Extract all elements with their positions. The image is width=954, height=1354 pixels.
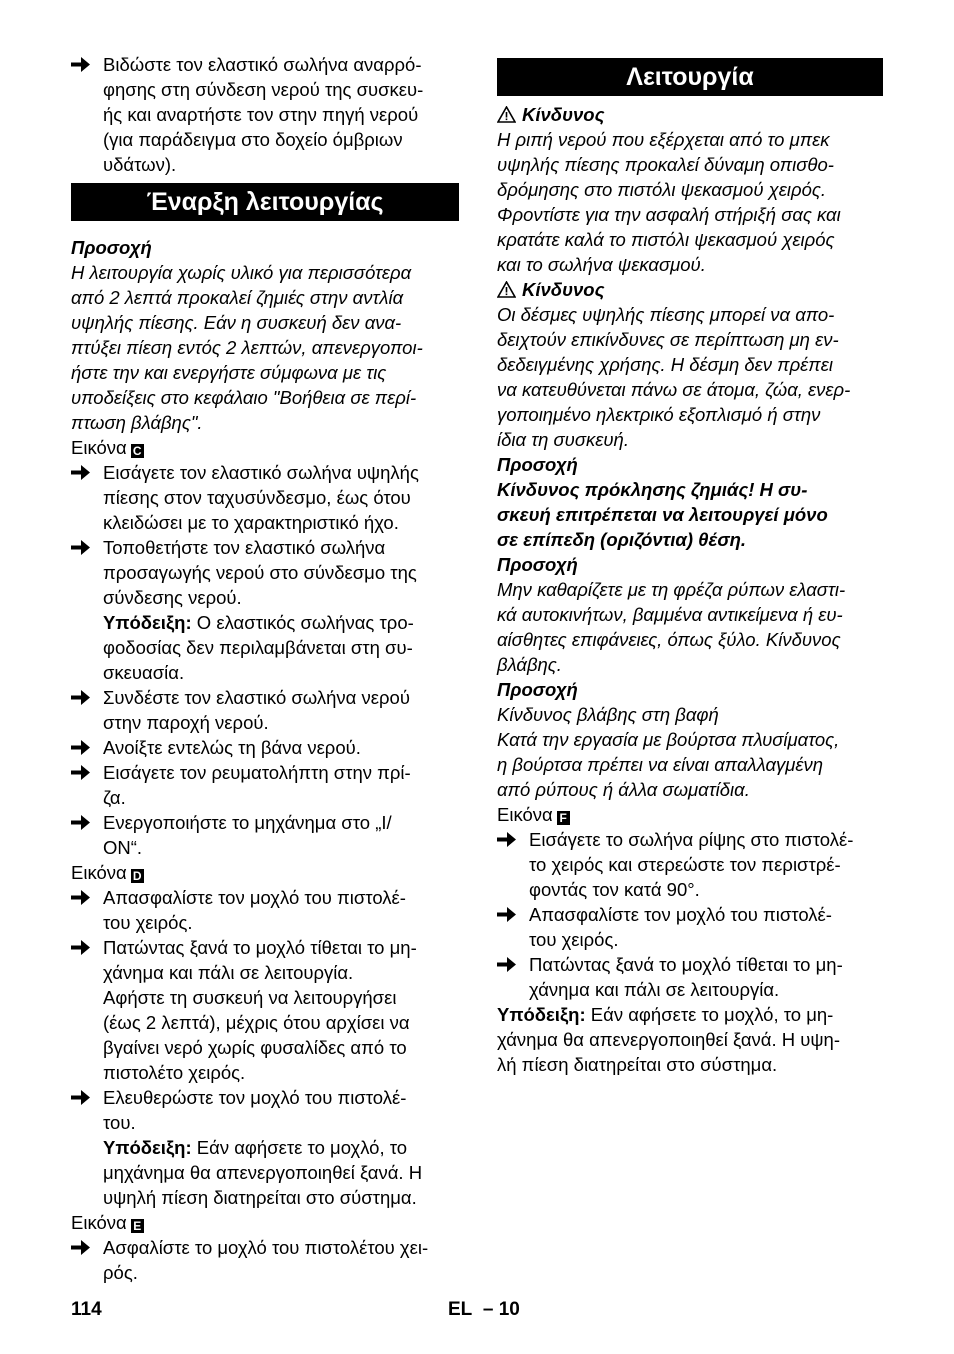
right-column: Λειτουργία Κίνδυνος Η ριπή νερού που εξέρχεται από το μπεκ υψηλής πίεσης προκαλεί δύναμη οπισθο- δρόμησης στο πιστόλι ψεκασμού χειρός. Φροντίστε για την ασφαλή στήριξή σας και κρατάτε καλά το πιστόλι ψεκασμού χειρός και το σωλήνα ψεκασμού. Κίνδυνος Οι δέσμες υψηλής πίεσης μπορεί να απο- δειχτούν επικίνδυνες σε περίπτωση μη εν- δεδειγμένης χρήσης. Η δέσμη δεν πρέπει να κατευθύνεται πάνω σε άτομα, ζώα, ενερ- γοποιημένο ηλεκτρικό εξοπλισμό ή στην ίδια τη συσκευή. Προσοχή Κίνδυνος πρόκλησης ζημιάς! Η συ- σκευή επιτρέπεται να λειτουργεί μόνο σε επίπεδη (οριζόντια) θέση. Προσοχή Μην καθαρίζετε με τη φρέζα ρύπων ελαστι- κά αυτοκινήτων, βαμμένα αντικείμενα ή ευ- αίσθητες επιφάνειες, όπως ξύλο. Κίνδυνος βλάβης. Προσοχή Κίνδυνος βλάβης στη βαφή Κατά την εργασία με βούρτσα πλυσίματος, η βούρτσα πρέπει να είναι απαλλαγμένη από ρύπους ή άλλα σωματίδια. Εικόνα F Εισάγετε το σωλήνα ρίψης στο πιστολέ- το χειρός και στερεώστε τον περιστρέ- φοντάς τον κατά 90°. Απασφαλίστε τον μοχλό του πιστολέ- του χειρός. Πατώντας ξανά το μοχλό τίθεται το μη- χάνημα και πάλι σε λειτουργία. Υπόδειξη: Εάν αφήσετε το μοχλό, το μη- χάνημα θα απενεργοποιηθεί ξανά. Η υψη- λή πίεση διατηρείται στο σύστημα. xyxy=(497,52,883,1077)
figure-letter-c: C xyxy=(131,444,144,458)
arrow-right-icon xyxy=(71,938,91,957)
caution-title: Προσοχή xyxy=(497,679,578,700)
figure-ref-d: Εικόνα D xyxy=(71,860,459,885)
danger-text: Η ριπή νερού που εξέρχεται από το μπεκ υψηλής πίεσης προκαλεί δύναμη οπισθο- δρόμησης στο πιστόλι ψεκασμού χειρός. Φροντίστε για την ασφαλή στήριξή σας και κρατάτε καλά το πιστόλι ψεκασμού χειρός και το σωλήνα ψεκασμού. xyxy=(497,129,841,275)
figure-letter-f: F xyxy=(557,811,570,825)
step-item: Πατώντας ξανά το μοχλό τίθεται το μη- χάνημα και πάλι σε λειτουργία. Αφήστε τη συσκευή να λειτουργήσει (έως 2 λεπτά), μέχρις ότου αρχίσει να βγαίνει νερό χωρίς φυσαλίδες από το πιστολέτο χειρός. xyxy=(71,935,459,1085)
footer-section: EL – 10 xyxy=(448,1299,520,1320)
step-item: Ενεργοποιήστε το μηχάνημα στο „I/ ON“. xyxy=(71,810,459,860)
caution-text: Μην καθαρίζετε με τη φρέζα ρύπων ελαστι- κά αυτοκινήτων, βαμμένα αντικείμενα ή ευ- αίσθητες επιφάνειες, όπως ξύλο. Κίνδυνος βλάβης. xyxy=(497,579,846,675)
figure-letter-d: D xyxy=(131,869,144,883)
step-item: Ασφαλίστε το μοχλό του πιστολέτου χει- ρός. xyxy=(71,1235,459,1285)
caution-title: Προσοχή xyxy=(71,237,152,258)
figure-ref-e: Εικόνα E xyxy=(71,1210,459,1235)
warning-triangle-icon xyxy=(497,281,516,298)
figure-ref-f: Εικόνα F xyxy=(497,802,883,827)
step-item: Τοποθετήστε τον ελαστικό σωλήνα προσαγωγής νερού στο σύνδεσμο της σύνδεσης νερού. Υπόδειξη: Ο ελαστικός σωλήνας τρο- φοδοσίας δεν περιλαμβάνεται στη συ- σκευασία. xyxy=(71,535,459,685)
danger-title: Κίνδυνος xyxy=(497,102,883,127)
caution-text: Κίνδυνος βλάβης στη βαφή Κατά την εργασία με βούρτσα πλυσίματος, η βούρτσα πρέπει να είναι απαλλαγμένη από ρύπους ή άλλα σωματίδια. xyxy=(497,704,840,800)
warning-triangle-icon xyxy=(497,106,516,123)
arrow-right-icon xyxy=(497,905,517,924)
section-heading-operation: Λειτουργία xyxy=(497,58,883,96)
step-item: Συνδέστε τον ελαστικό σωλήνα νερού στην παροχή νερού. xyxy=(71,685,459,735)
arrow-right-icon xyxy=(71,55,91,74)
note-line: Υπόδειξη: Εάν αφήσετε το μοχλό, το μη- xyxy=(497,1004,834,1025)
arrow-right-icon xyxy=(71,463,91,482)
arrow-right-icon xyxy=(71,538,91,557)
step-item: Εισάγετε τον ρευματολήπτη στην πρί- ζα. xyxy=(71,760,459,810)
intro-bullet: Βιδώστε τον ελαστικό σωλήνα αναρρό- φησης στη σύνδεση νερού της συσκευ- ής και αναρτήστε τον στην πηγή νερού (για παράδειγμα στο δοχείο όμβριων υδάτων). xyxy=(71,52,459,177)
arrow-right-icon xyxy=(71,888,91,907)
caution-text-bold: Κίνδυνος πρόκλησης ζημιάς! Η συ- σκευή επιτρέπεται να λειτουργεί μόνο σε επίπεδη (οριζόντια) θέση. xyxy=(497,479,828,550)
danger-text: Οι δέσμες υψηλής πίεσης μπορεί να απο- δειχτούν επικίνδυνες σε περίπτωση μη εν- δεδειγμένης χρήσης. Η δέσμη δεν πρέπει να κατευθύνεται πάνω σε άτομα, ζώα, ενερ- γοποιημένο ηλεκτρικό εξοπλισμό ή στην ίδια τη συσκευή. xyxy=(497,304,851,450)
step-item: Απασφαλίστε τον μοχλό του πιστολέ- του χειρός. xyxy=(497,902,883,952)
step-item: Ανοίξτε εντελώς τη βάνα νερού. xyxy=(71,735,459,760)
arrow-right-icon xyxy=(71,763,91,782)
step-item: Ελευθερώστε τον μοχλό του πιστολέ- του. Υπόδειξη: Εάν αφήσετε το μοχλό, το μηχάνημα θα απενεργοποιηθεί ξανά. Η υψηλή πίεση διατηρείται στο σύστημα. xyxy=(71,1085,459,1210)
figure-ref-c: Εικόνα C xyxy=(71,435,459,460)
page-number: 114 xyxy=(71,1299,102,1320)
arrow-right-icon xyxy=(497,830,517,849)
step-item: Εισάγετε το σωλήνα ρίψης στο πιστολέ- το χειρός και στερεώστε τον περιστρέ- φοντάς τον κατά 90°. xyxy=(497,827,883,902)
caution-title: Προσοχή xyxy=(497,554,578,575)
section-heading-start: Έναρξη λειτουργίας xyxy=(71,183,459,221)
arrow-right-icon xyxy=(71,738,91,757)
caution-title: Προσοχή xyxy=(497,454,578,475)
note-line: Υπόδειξη: Ο ελαστικός σωλήνας τρο- xyxy=(103,612,414,633)
note-line: Υπόδειξη: Εάν αφήσετε το μοχλό, το xyxy=(103,1137,408,1158)
arrow-right-icon xyxy=(71,1088,91,1107)
figure-letter-e: E xyxy=(131,1219,144,1233)
arrow-right-icon xyxy=(497,955,517,974)
caution-text: Η λειτουργία χωρίς υλικό για περισσότερα από 2 λεπτά προκαλεί ζημιές στην αντλία υψηλής πίεσης. Εάν η συσκευή δεν ανα- πτύξει πίεση εντός 2 λεπτών, απενεργοποι- ήστε την και ενεργήστε σύμφωνα με τις υποδείξεις στο κεφάλαιο "Βοήθεια σε περί- πτωση βλάβης". xyxy=(71,262,423,433)
step-item: Εισάγετε τον ελαστικό σωλήνα υψηλής πίεσης στον ταχυσύνδεσμο, έως ότου κλειδώσει με το χαρακτηριστικό ήχο. xyxy=(71,460,459,535)
arrow-right-icon xyxy=(71,813,91,832)
arrow-right-icon xyxy=(71,1238,91,1257)
left-column xyxy=(71,52,459,1285)
step-item: Απασφαλίστε τον μοχλό του πιστολέ- του χειρός. xyxy=(71,885,459,935)
step-item: Πατώντας ξανά το μοχλό τίθεται το μη- χάνημα και πάλι σε λειτουργία. xyxy=(497,952,883,1002)
arrow-right-icon xyxy=(71,688,91,707)
danger-title: Κίνδυνος xyxy=(497,277,883,302)
